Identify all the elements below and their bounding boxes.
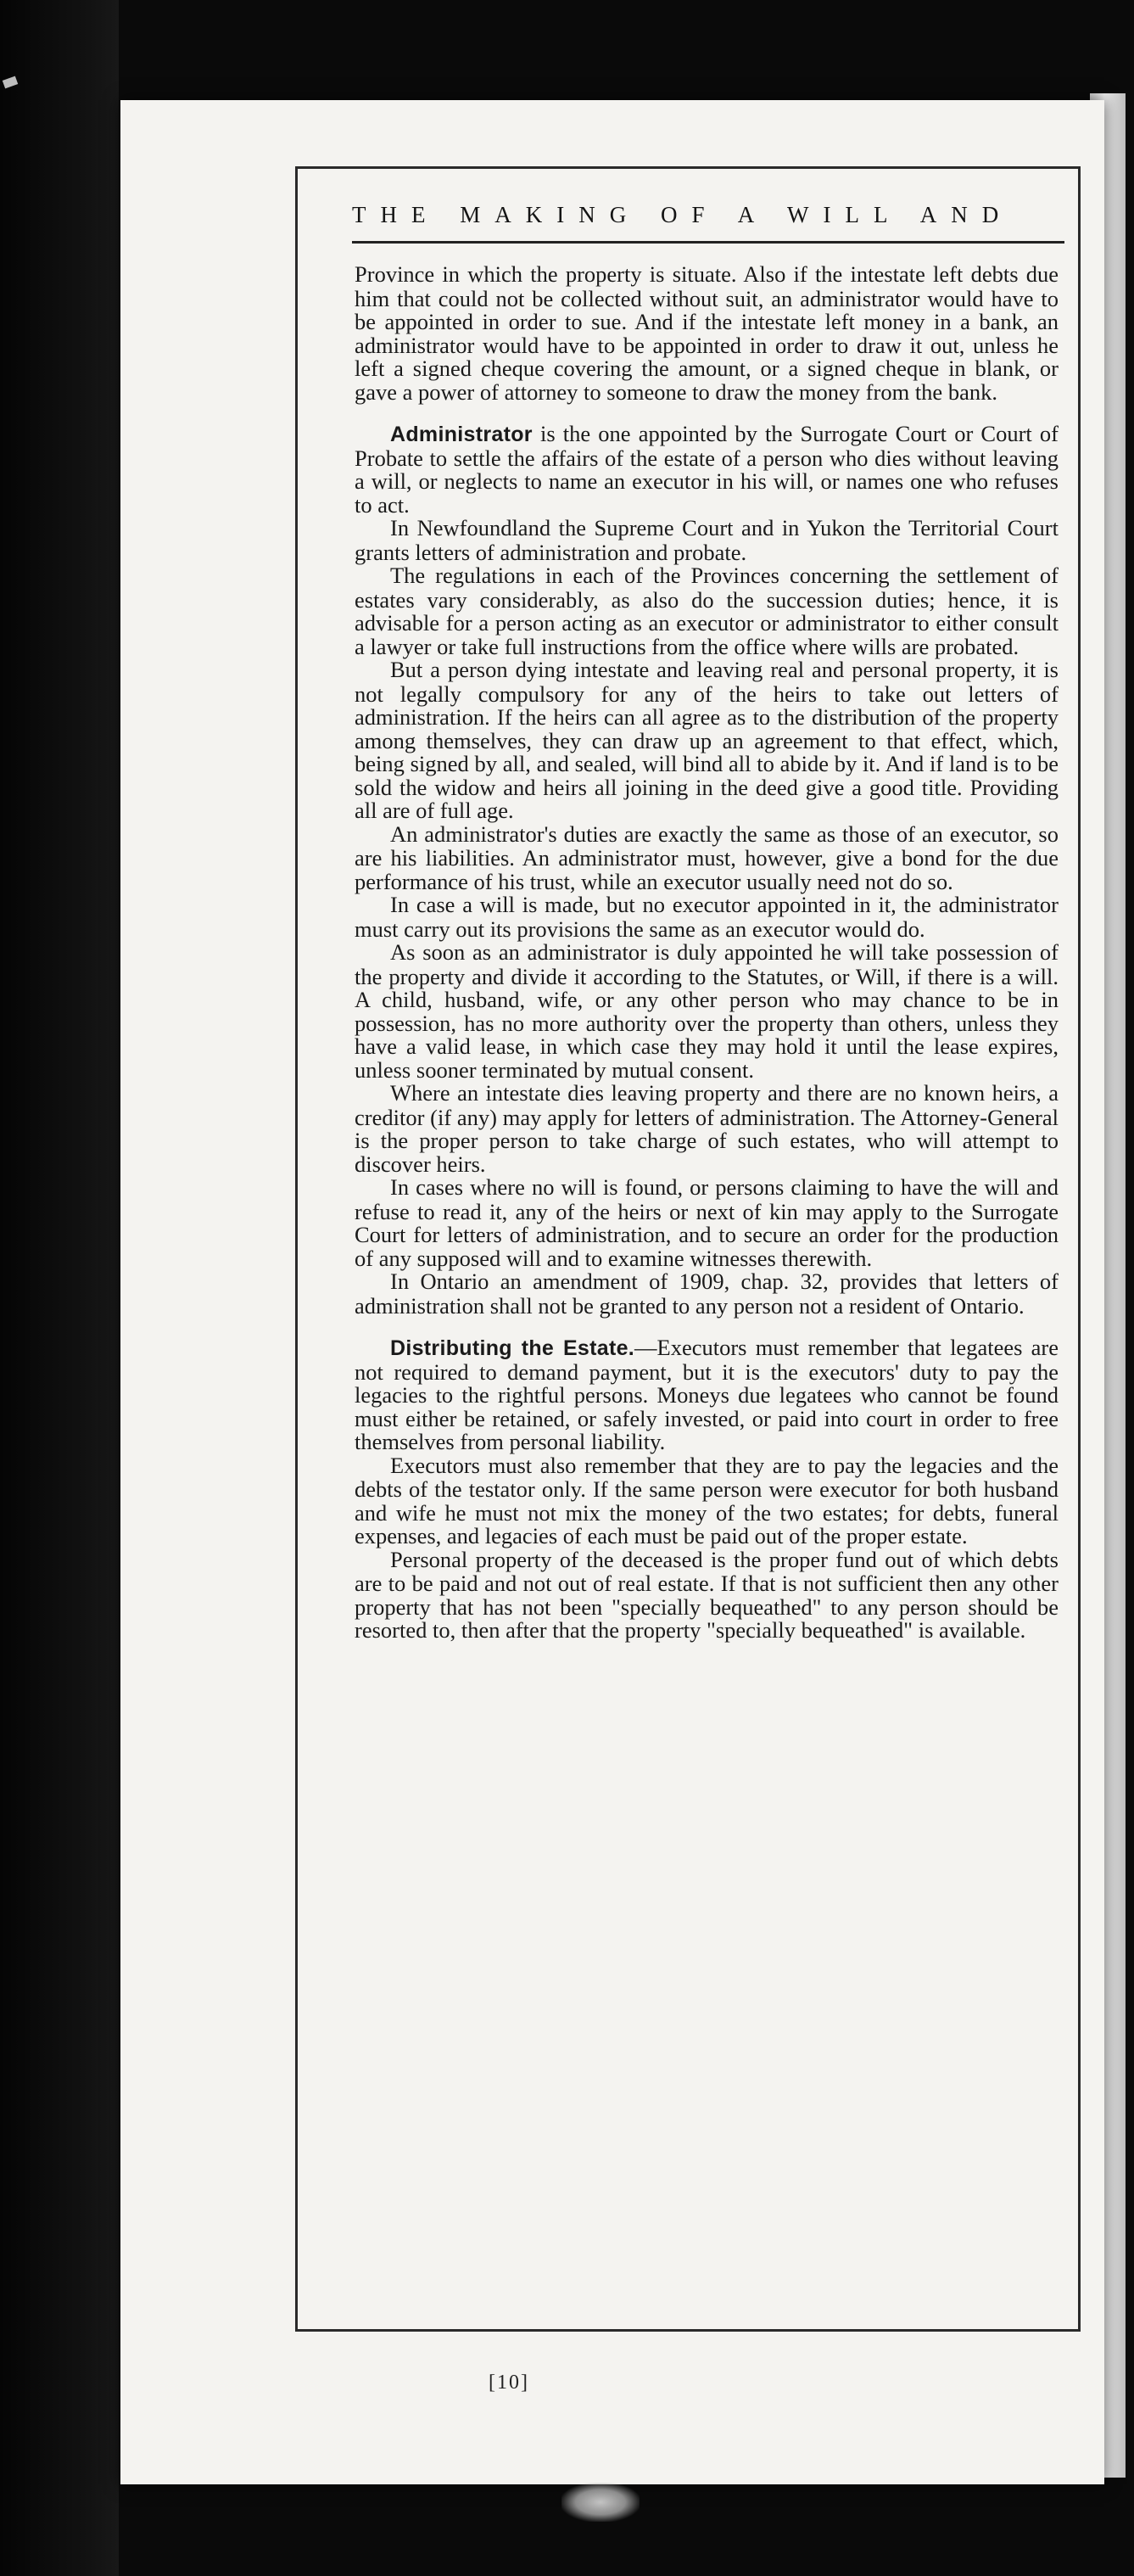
paragraph-distributing-estate [355, 1336, 1059, 1454]
paragraph-text: Executors must also remember that they are to pay the legacies and the debts of the testator only. If the same person were executor for both husband and wife he must not mix the money of the two estates; for debts, funeral expenses, and legacies of each must be paid out of the proper estate. [355, 1452, 1059, 1548]
paragraph-text: Province in which the property is situate. Also if the intestate left debts due him that could not be collected without suit, an administrator would have to be appointed in order to sue. And if the intestate left money in a bank, an administrator would have to be appointed in order to draw it out, unless he left a signed cheque covering the amount, or a signed cheque in blank, or gave a power of attorney to someone to draw the money from the bank. [355, 261, 1059, 405]
paragraph-text: In cases where no will is found, or persons claiming to have the will and refuse to read it, any of the heirs or next of kin may apply to the Surrogate Court for letters of administration, and to secure an order for the production of any supposed will and to examine witnesses therewith. [355, 1174, 1059, 1271]
paragraph [355, 658, 1059, 823]
paragraph [355, 1270, 1059, 1318]
paragraph [355, 820, 1059, 894]
scan-background [0, 0, 119, 2576]
scan-smudge [561, 2483, 640, 2522]
paragraph-text: is the one appointed by the Surrogate Court or Court of Probate to settle the affairs of the estate of a person who dies without leaving a will, or neglects to name an executor in his will, or names one who refuses to act. [355, 421, 1059, 518]
paragraph [355, 893, 1059, 941]
paragraph [355, 1176, 1059, 1270]
paragraph-text: In Ontario an amendment of 1909, chap. 32, provides that letters of administration shall not be granted to any person not a resident of Ontario. [355, 1268, 1059, 1319]
running-head: THE MAKING OF A WILL AND [352, 202, 1014, 227]
header-rule [352, 241, 1064, 244]
paragraph-text: An administrator's duties are exactly the same as those of an executor, so are his liabilities. An administrator must, however, give a bond for the due performance of his trust, while an executor usually need not do so. [355, 820, 1059, 894]
paragraph [355, 1548, 1059, 1643]
paragraph-text: As soon as an administrator is duly appointed he will take possession of the property and divide it according to the Statutes, or Will, if there is a will. A child, husband, wife, or any other person who may chance to be in possession, has no more authority over the property than others, unless they have a valid lease, in which case they may hold it until the lease expires, unless sooner terminated by mutual consent. [355, 939, 1059, 1083]
paragraph-text: But a person dying intestate and leaving real and personal property, it is not legally compulsory for any of the heirs to take out letters of administration. If the heirs can all agree as to the distribution of the property among themselves, they can draw up an agreement to that effect, which, being signed by all, and sealed, will bind all to abide by it. And if land is to be sold the widow and heirs all joining in the deed give a good title. Providing all are of full age. [355, 657, 1059, 823]
paragraph [355, 263, 1059, 404]
paragraph [355, 941, 1059, 1082]
paragraph-text: Where an intestate dies leaving property and there are no known heirs, a creditor (if any) may apply for letters of administration. The Attorney-General is the proper person to take charge of such estates, who will attempt to discover heirs. [355, 1080, 1059, 1177]
paragraph-administrator [355, 423, 1059, 517]
body-text [355, 263, 1059, 1643]
run-in-heading: Administrator [390, 423, 533, 446]
paragraph-text: The regulations in each of the Provinces concerning the settlement of estates vary considerably, as also do the succession duties; hence, it is advisable for a person acting as an executor or administrator to either consult a lawyer or take full instructions from the office where wills are probated. [355, 563, 1059, 659]
paragraph [355, 564, 1059, 658]
page-number: [10] [489, 2372, 529, 2394]
paragraph-text: —Executors must remember that legatees are not required to demand payment, but it is the executors' duty to pay the legacies to the rightful persons. Moneys due legatees who cannot be found must either be retained, or safely invested, or paid into court in order to free themselves from personal liability. [355, 1335, 1059, 1454]
run-in-heading: Distributing the Estate. [390, 1336, 635, 1360]
paragraph [355, 517, 1059, 564]
paragraph-text: In Newfoundland the Supreme Court and in Yukon the Territorial Court grants letters of administration and probate. [355, 515, 1059, 565]
paragraph [355, 1454, 1059, 1548]
paragraph-text: Personal property of the deceased is the proper fund out of which debts are to be paid and not out of real estate. If that is not sufficient then any other property that has not been "specially bequeathed" to any person should be resorted to, then after that the property "specially bequeathed" is available. [355, 1546, 1059, 1643]
paragraph [355, 1082, 1059, 1176]
paragraph-text: In case a will is made, but no executor appointed in it, the administrator must carry out its provisions the same as an executor would do. [355, 892, 1059, 942]
